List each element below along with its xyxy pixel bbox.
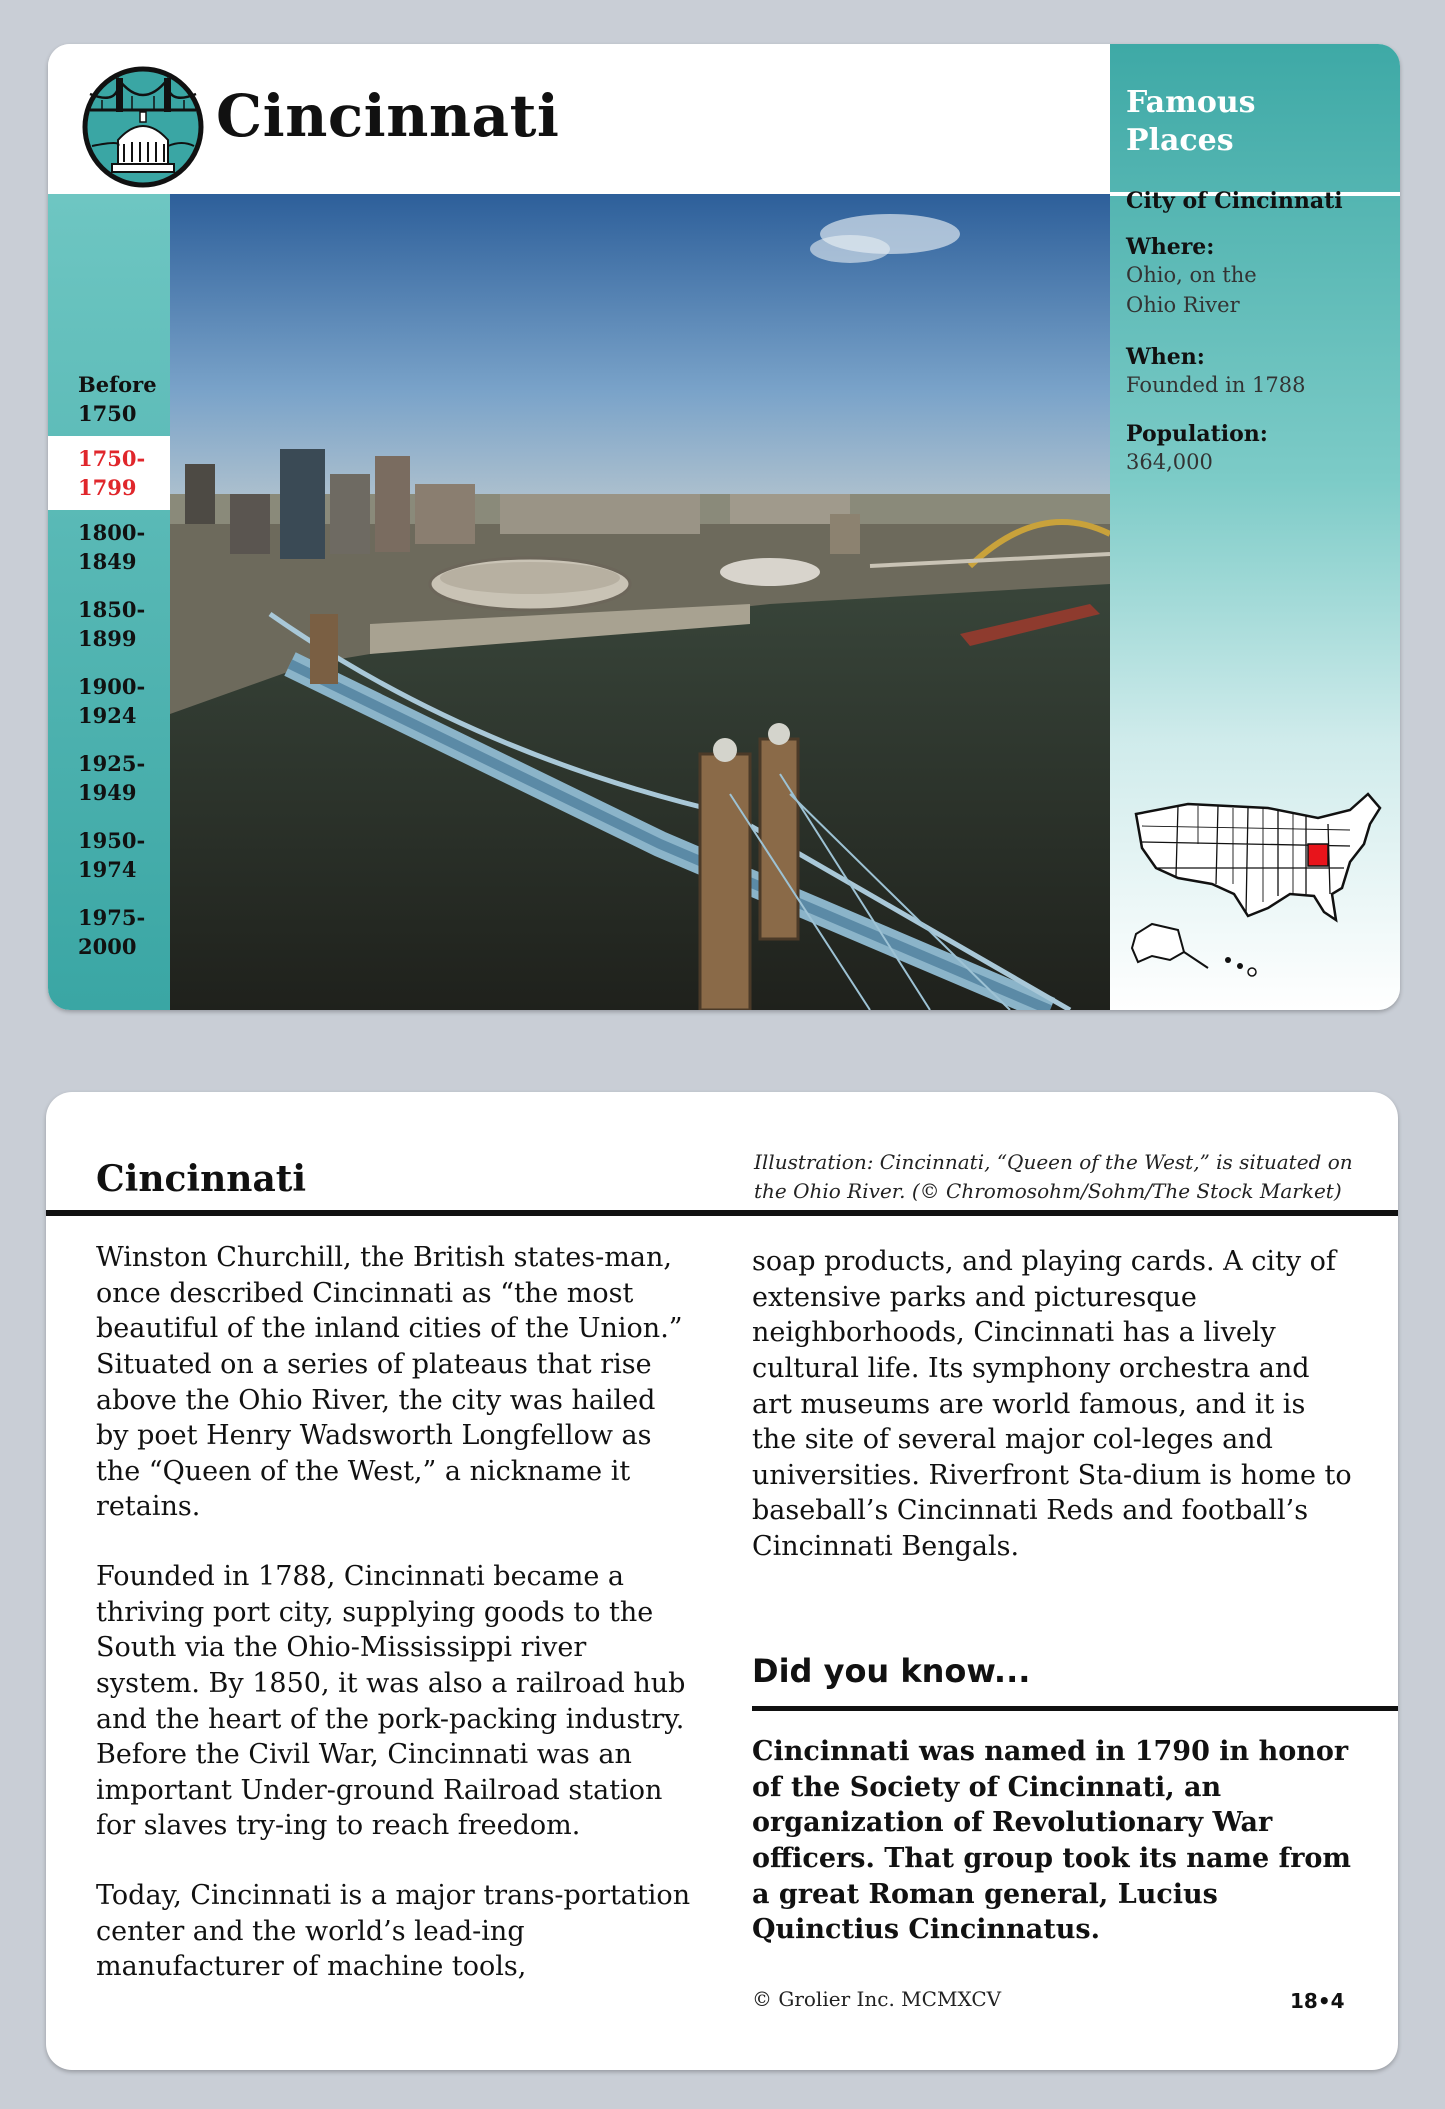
info-panel (1110, 44, 1400, 1010)
timeline-label: 1974 (78, 857, 137, 883)
timeline-item (48, 818, 170, 892)
timeline-item (48, 587, 170, 661)
timeline-label: 1950- (78, 828, 146, 853)
timeline-label: 1799 (78, 475, 137, 501)
timeline-item (48, 362, 170, 436)
cincinnati-photo (170, 194, 1110, 1010)
divider (46, 1210, 1398, 1216)
category-line: Places (1126, 122, 1234, 158)
card-number: 18•4 (1290, 1989, 1345, 2013)
timeline-label: 1850- (78, 597, 146, 622)
timeline-label: 1949 (78, 780, 137, 806)
timeline-label: 2000 (78, 934, 137, 960)
fact-population (1126, 421, 1386, 477)
category-line: Famous (1126, 85, 1256, 120)
timeline-item (48, 895, 170, 969)
timeline-label: 1750- (78, 446, 146, 471)
text-column-right (752, 1244, 1352, 1599)
fact-label: Where: (1126, 234, 1215, 260)
fact-value: Ohio, on the (1126, 263, 1257, 287)
timeline-item (48, 510, 170, 584)
text-column-left (96, 1240, 696, 2019)
timeline-label: 1849 (78, 549, 137, 575)
copyright: © Grolier Inc. MCMXCV (752, 1987, 1002, 2011)
page-title: Cincinnati (216, 82, 560, 150)
did-you-know-text: Cincinnati was named in 1790 in honor of the Society of Cincinnati, an organization of Revolutionary War officers. That group took its name from a great Roman general, Lucius Quinctius Cincinnatus. (752, 1736, 1351, 1946)
fact-label: Population: (1126, 421, 1268, 447)
timeline-item (48, 664, 170, 738)
back-card (46, 1092, 1398, 2070)
timeline-label: Before (78, 372, 157, 397)
fact-when (1126, 344, 1386, 400)
photo-caption: Illustration: Cincinnati, “Queen of the West,” is situated on the Ohio River. (© Chromosohm/Sohm/The Stock Market) (754, 1150, 1353, 1203)
fact-heading (1126, 188, 1386, 214)
timeline-label: 1750 (78, 401, 137, 427)
fact-where (1126, 234, 1386, 321)
timeline-label: 1800- (78, 520, 146, 545)
paragraph: Today, Cincinnati is a major trans-portation center and the world’s lead-ing manufacturer of machine tools, (96, 1880, 691, 1983)
fact-heading-text: City of Cincinnati (1126, 188, 1343, 214)
divider (752, 1706, 1398, 1711)
us-map-icon (1118, 784, 1388, 984)
category-label (1126, 84, 1256, 159)
timeline-label: 1900- (78, 674, 146, 699)
paragraph: Founded in 1788, Cincinnati became a thriving port city, supplying goods to the South via the Ohio-Mississippi river system. By 1850, it was also a railroad hub and the heart of the pork-packing industry. Before the Civil War, Cincinnati was an important Under-ground Railroad station for slaves try-ing to reach freedom. (96, 1561, 686, 1842)
fact-label: When: (1126, 344, 1205, 370)
did-you-know-heading: Did you know... (752, 1652, 1031, 1690)
timeline-label: 1924 (78, 703, 137, 729)
paragraph: soap products, and playing cards. A city of extensive parks and picturesque neighborhoods, Cincinnati has a lively cultural life. Its symphony orchestra and art museums are world famous, and it is the site of several major col-leges and universities. Riverfront Sta-dium is home to baseball’s Cincinnati Reds and football’s Cincinnati Bengals. (752, 1246, 1352, 1562)
fact-value: Founded in 1788 (1126, 373, 1306, 397)
timeline-item-active (48, 436, 170, 510)
bridge-capitol-logo-icon (82, 66, 204, 188)
back-title: Cincinnati (96, 1158, 307, 1200)
front-card (48, 44, 1400, 1010)
timeline-item (48, 741, 170, 815)
timeline-label: 1899 (78, 626, 137, 652)
paragraph: Winston Churchill, the British states-man, once described Cincinnati as “the most beautiful of the inland cities of the Union.” Situated on a series of plateaus that rise above the Ohio River, the city was hailed by poet Henry Wadsworth Longfellow as the “Queen of the West,” a nickname it retains. (96, 1242, 683, 1523)
title-area (48, 44, 1110, 194)
timeline-label: 1975- (78, 905, 146, 930)
fact-value: Ohio River (1126, 293, 1240, 318)
timeline-label: 1925- (78, 751, 146, 776)
fact-value: 364,000 (1126, 450, 1213, 474)
